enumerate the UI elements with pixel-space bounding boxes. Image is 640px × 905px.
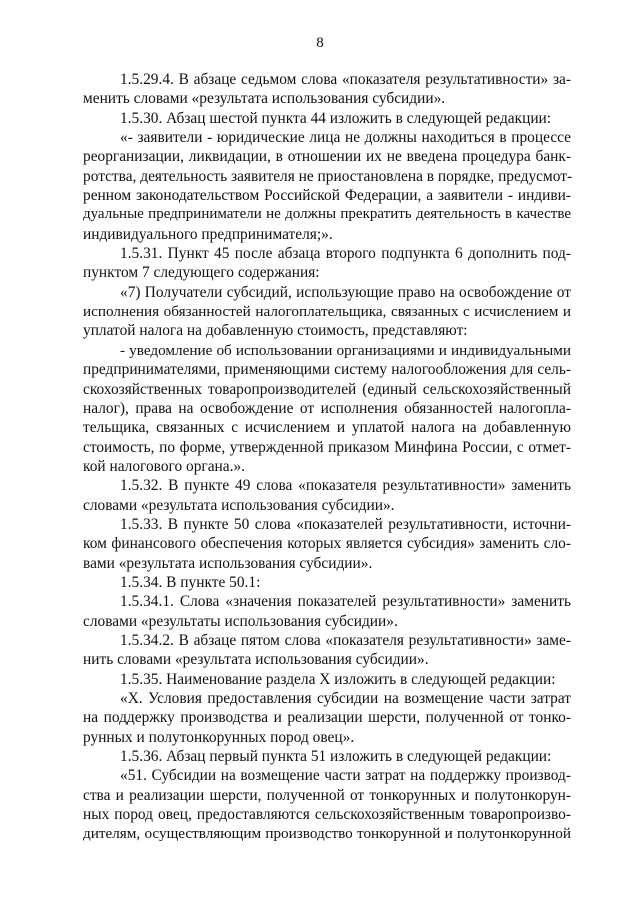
text-line: «X. Условия предоставления субсидии на возмещение части затрат bbox=[120, 690, 571, 707]
document-body bbox=[83, 70, 571, 844]
text-line: уплатой налога на добавленную стоимость, представляют: bbox=[83, 322, 468, 340]
text-line: «51. Субсидии на возмещение части затрат на поддержку производ- bbox=[120, 767, 571, 785]
text-line: пунктом 7 следующего содержания: bbox=[83, 264, 320, 282]
text-line: дителям, осуществляющим производство тонкорунной и полутонкорунной bbox=[83, 825, 571, 843]
text-line: 1.5.31. Пункт 45 после абзаца второго подпункта 6 дополнить под- bbox=[120, 245, 571, 263]
text-line: «- заявители - юридические лица не должны находиться в процессе bbox=[120, 129, 571, 147]
page-number: 8 bbox=[316, 35, 324, 51]
text-line: ства и реализации шерсти, полученной от тонкорунных и полутонкорун- bbox=[83, 786, 571, 804]
text-line: индивидуального предпринимателя;». bbox=[83, 225, 333, 243]
text-line: 1.5.34.2. В абзаце пятом слова «показателя результативности» заме- bbox=[120, 631, 571, 649]
text-line: «7) Получатели субсидий, использующие право на освобождение от bbox=[120, 283, 571, 301]
text-line: 1.5.35. Наименование раздела X изложить в следующей редакции: bbox=[120, 670, 556, 688]
text-line: стоимость, по форме, утвержденной приказом Минфина России, с отмет- bbox=[83, 438, 571, 456]
text-line: 1.5.30. Абзац шестой пункта 44 изложить в следующей редакции: bbox=[120, 109, 552, 127]
text-line: исполнения обязанностей налогоплательщика, связанных с исчислением и bbox=[83, 303, 571, 321]
text-line: ных пород овец, предоставляются сельскохозяйственным товаропроизво- bbox=[83, 806, 571, 824]
text-line: предпринимателями, применяющими систему налогообложения для сель- bbox=[83, 361, 571, 379]
text-line: нить словами «результата использования субсидии». bbox=[83, 651, 429, 669]
text-line: - уведомление об использовании организациями и индивидуальными bbox=[120, 341, 571, 359]
text-line: словами «результата использования субсидии». bbox=[83, 496, 395, 514]
text-line: тельщика, связанных с исчислением и уплатой налога на добавленную bbox=[83, 419, 571, 437]
text-line: дуальные предприниматели не должны прекратить деятельность в качестве bbox=[83, 206, 571, 223]
text-line: рунных и полутонкорунных пород овец». bbox=[83, 728, 355, 746]
text-line: словами «результаты использования субсидии». bbox=[83, 612, 398, 630]
text-line: вами «результата использования субсидии». bbox=[83, 554, 373, 572]
text-line: реорганизации, ликвидации, в отношении их не введена процедура банк- bbox=[83, 148, 571, 166]
text-line: налог), права на освобождение от исполнения обязанностей налогопла- bbox=[83, 399, 571, 417]
text-line: 1.5.33. В пункте 50 слова «показателей результативности, источни- bbox=[120, 515, 571, 533]
text-line: скохозяйственных товаропроизводителей (единый сельскохозяйственный bbox=[83, 380, 571, 398]
text-line: менить словами «результата использования субсидии». bbox=[83, 90, 446, 108]
text-line: 1.5.34.1. Слова «значения показателей результативности» заменить bbox=[120, 593, 571, 611]
text-line: на поддержку производства и реализации шерсти, полученной от тонко- bbox=[83, 709, 571, 727]
text-line: 1.5.29.4. В абзаце седьмом слова «показателя результативности» за- bbox=[120, 71, 571, 88]
text-line: ком финансового обеспечения которых является субсидия» заменить сло- bbox=[83, 535, 571, 553]
text-line: 1.5.32. В пункте 49 слова «показателя результативности» заменить bbox=[120, 477, 571, 495]
text-line: 1.5.36. Абзац первый пункта 51 изложить в следующей редакции: bbox=[120, 748, 552, 766]
text-line: 1.5.34. В пункте 50.1: bbox=[120, 573, 261, 591]
text-line: кой налогового органа.». bbox=[83, 457, 245, 475]
text-line: ротства, деятельность заявителя не приостановлена в порядке, предусмот- bbox=[83, 167, 573, 185]
text-line: ренном законодательством Российской Федерации, а заявители - индиви- bbox=[83, 187, 571, 205]
